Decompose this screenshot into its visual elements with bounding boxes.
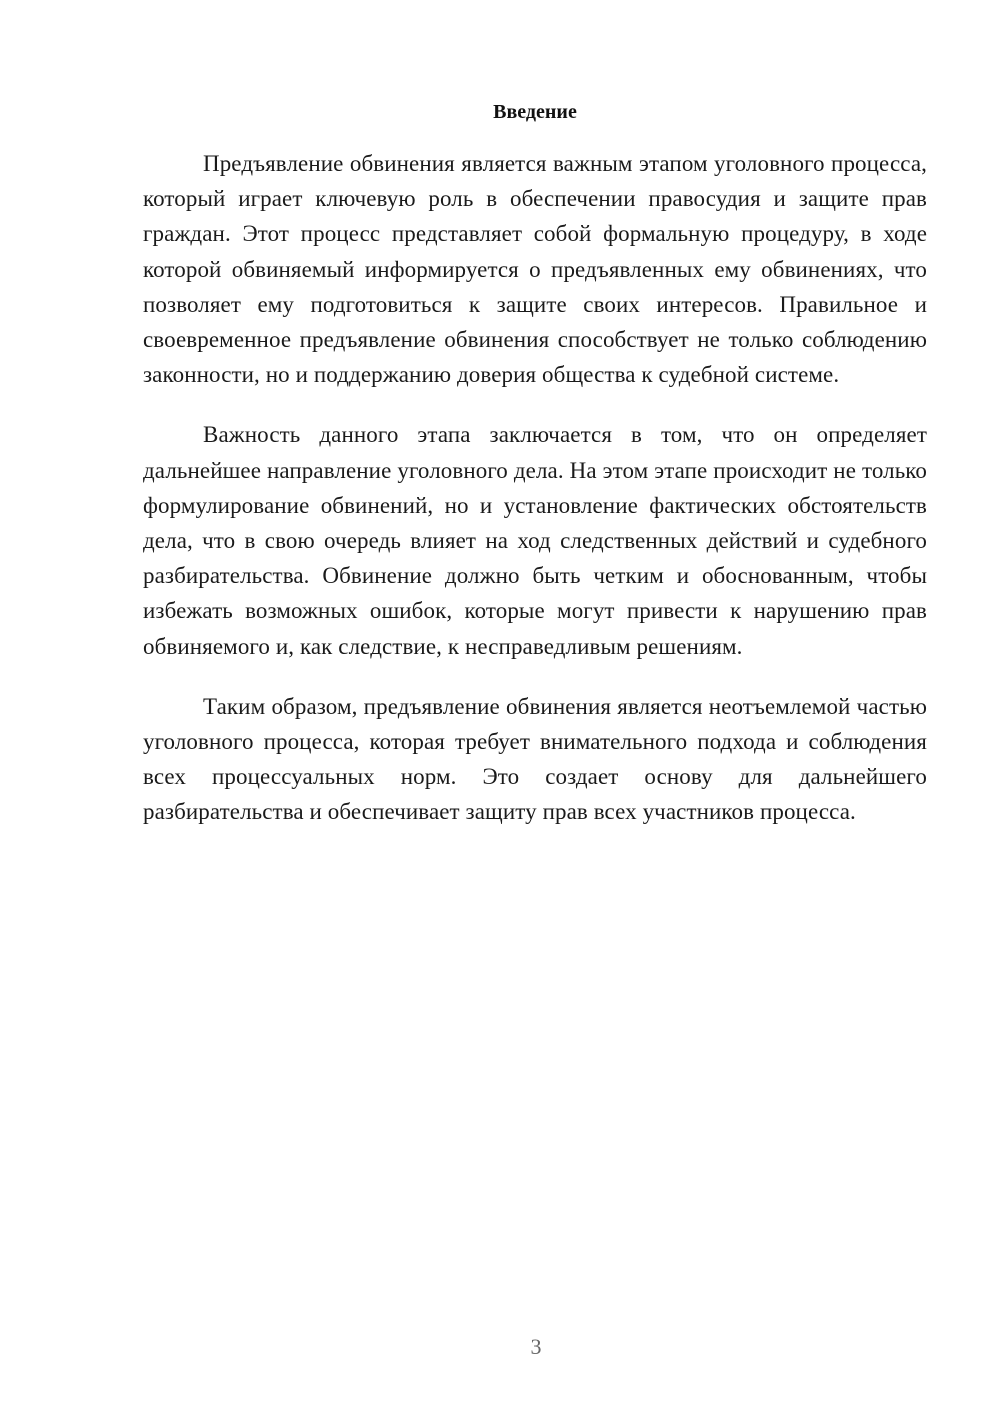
paragraph-1: Предъявление обвинения является важным этапом уголовного процесса, который играет ключевую роль в обеспечении правосудия и защите прав граждан. Этот процесс представляет собой формальную процедуру, в ходе которой обвиняемый информируется о предъявленных ему обвинениях, что позволяет ему подготовиться к защите своих интересов. Правильное и своевременное предъявление обвинения способствует не только соблюдению законности, но и поддержанию доверия общества к судебной системе.	[143, 151, 927, 388]
page-content	[143, 98, 927, 855]
paragraph-3: Таким образом, предъявление обвинения является неотъемлемой частью уголовного процесса, которая требует внимательного подхода и соблюдения всех процессуальных норм. Это создает основу для дальнейшего разбирательства и обеспечивает защиту прав всех участников процесса.	[143, 693, 927, 825]
page-number: 3	[530, 1334, 542, 1359]
paragraph-2: Важность данного этапа заключается в том, что он определяет дальнейшее направление уголовного дела. На этом этапе происходит не только формулирование обвинений, но и установление фактических обстоятельств дела, что в свою очередь влияет на ход следственных действий и судебного разбирательства. Обвинение должно быть четким и обоснованным, чтобы избежать возможных ошибок, которые могут привести к нарушению прав обвиняемого и, как следствие, к несправедливым решениям.	[143, 422, 927, 659]
section-heading: Введение	[493, 101, 577, 123]
